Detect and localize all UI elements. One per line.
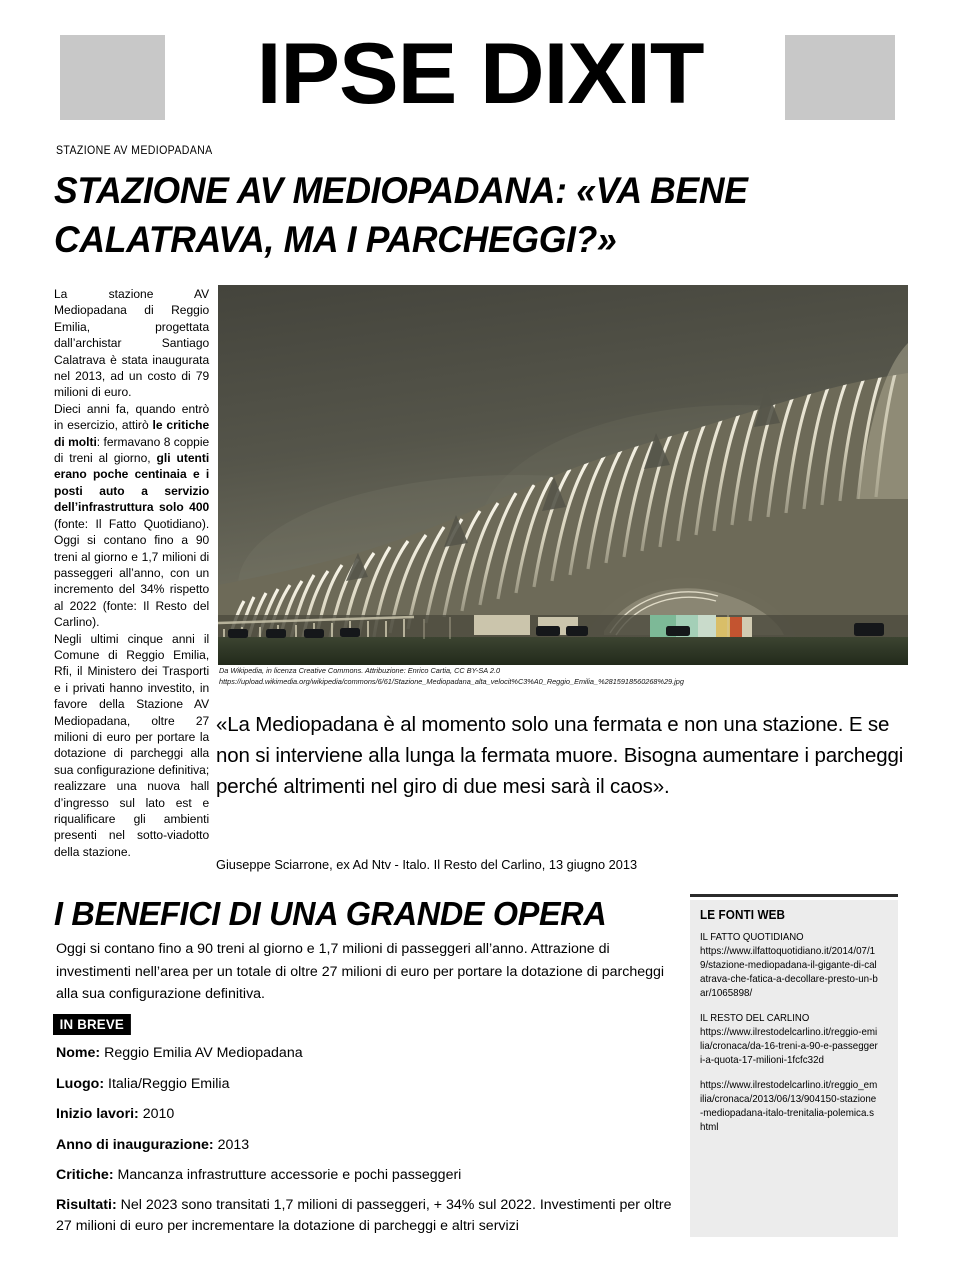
station-photo-illustration [218, 285, 908, 665]
body-p2-bold-2: gli utenti erano poche centinaia e i posti auto a servizio dell’infrastruttura solo 400 [54, 451, 210, 515]
fact-key: Luogo: [56, 1075, 105, 1092]
source-item [700, 1079, 888, 1135]
fact-row [56, 1195, 681, 1237]
fact-value: Reggio Emilia AV Mediopadana [104, 1045, 303, 1061]
fonti-top-rule [690, 894, 898, 897]
body-p2-mid: : fermavano 8 coppie di treni al giorno, [54, 434, 210, 466]
source-url[interactable]: https://www.ilrestodelcarlino.it/reggio_emilia/cronaca/2013/06/13/904150-stazione-mediopadana-italo-trenitalia-polemica.shtml [700, 1080, 878, 1133]
fonti-web-panel [690, 900, 898, 1237]
source-url[interactable]: https://www.ilfattoquotidiano.it/2014/07/19/stazione-mediopadana-il-gigante-di-calatrava-che-fatica-a-decollare-presto-un-bar/1065898/ [700, 946, 878, 999]
source-url[interactable]: https://www.ilrestodelcarlino.it/reggio-emilia/cronaca/da-16-treni-a-90-e-passeggeri-a-quota-17-milioni-1fcfc32d [700, 1027, 878, 1066]
station-photo [218, 285, 908, 665]
pull-quote-attribution: Giuseppe Sciarrone, ex Ad Ntv - Italo. Il Resto del Carlino, 13 giugno 2013 [216, 857, 638, 872]
fact-key: Inizio lavori: [56, 1106, 139, 1122]
body-p2-pre: Dieci anni fa, quando entrò in esercizio, attirò [54, 401, 210, 433]
fact-row [56, 1103, 681, 1125]
source-item [700, 931, 888, 1001]
fact-value: Mancanza infrastrutture accessorie e pochi passeggeri [117, 1167, 462, 1183]
fact-value: 2010 [142, 1106, 175, 1122]
body-p2-post: (fonte: Il Fatto Quotidiano). Oggi si contano fino a 90 treni al giorno e 1,7 milioni di passeggeri all’anno, con un incremento del 34% rispetto al 2022 (fonte: Il Resto del Carlino). [54, 516, 210, 630]
fact-key: Nome: [56, 1045, 101, 1061]
fonti-web-title: LE FONTI WEB [700, 908, 786, 922]
source-item [700, 1012, 888, 1068]
fact-row [56, 1164, 681, 1186]
body-paragraph-1: La stazione AV Mediopadana di Reggio Emilia, progettata dall’archistar Santiago Calatrava è stata inaugurata nel 2013, ad un costo di 79 milioni di euro. [54, 287, 210, 400]
article-body-column [54, 286, 209, 860]
in-breve-fact-list [56, 1042, 681, 1245]
article-kicker: STAZIONE AV MEDIOPADANA [56, 145, 213, 157]
article-headline: STAZIONE AV MEDIOPADANA: «VA BENE CALATRAVA, MA I PARCHEGGI?» [54, 170, 748, 260]
fact-value: Italia/Reggio Emilia [108, 1075, 230, 1092]
masthead [0, 0, 960, 140]
pull-quote: «La Mediopadana è al momento solo una fermata e non una stazione. E se non si interviene alla lunga la fermata muore. Bisogna aumentare i parcheggi perché altrimenti nel giro di due mesi sarà il caos». [216, 713, 904, 798]
source-name: IL FATTO QUOTIDIANO [700, 932, 804, 943]
fact-value: Nel 2023 sono transitati 1,7 milioni di passeggeri, + 34% sul 2022. Investimenti per oltre 27 milioni di euro per incrementare la dotazione di parcheggi e altri servizi [56, 1196, 672, 1234]
benefici-section-title: I BENEFICI DI UNA GRANDE OPERA [54, 895, 607, 932]
fact-row [56, 1042, 681, 1064]
fact-row [56, 1073, 681, 1095]
photo-caption: Da Wikipedia, in licenza Creative Commons. Attribuzione: Enrico Cartia, CC BY-SA 2.0 https://upload.wikimedia.org/wikipedia/commons/6/61/Stazione_Mediopadana_alta_velocit%C3%A0_Reggio_Emilia_%2815918560268%29.jpg [219, 666, 684, 686]
benefici-section-body: Oggi si contano fino a 90 treni al giorno e 1,7 milioni di passeggeri all’anno. Attrazione di investimenti nell’area per un totale di oltre 27 milioni di euro per portare la dotazione di parcheggi alla sua configurazione definitiva. [56, 941, 665, 1002]
masthead-title: IPSE DIXIT [256, 26, 704, 122]
body-p2-bold-1: le critiche di molti [54, 418, 210, 449]
fact-value: 2013 [217, 1136, 250, 1153]
in-breve-badge: IN BREVE [53, 1014, 131, 1035]
source-name: IL RESTO DEL CARLINO [700, 1013, 810, 1024]
fact-row [56, 1134, 681, 1156]
body-paragraph-3: Negli ultimi cinque anni il Comune di Reggio Emilia, Rfi, il Ministero dei Trasporti e i privati hanno investito, in favore della Stazione AV Mediopadana, oltre 27 milioni di euro per portare la dotazione di parcheggi alla sua configurazione definitiva; realizzare una nuova hall d’ingresso sul lato est e riqualificare gli ambienti presenti nel sotto-viadotto della stazione. [54, 631, 210, 859]
fact-key: Risultati: [56, 1196, 117, 1213]
body-paragraph-2 [54, 401, 209, 631]
fact-key: Critiche: [56, 1167, 114, 1183]
fact-key: Anno di inaugurazione: [56, 1136, 214, 1153]
